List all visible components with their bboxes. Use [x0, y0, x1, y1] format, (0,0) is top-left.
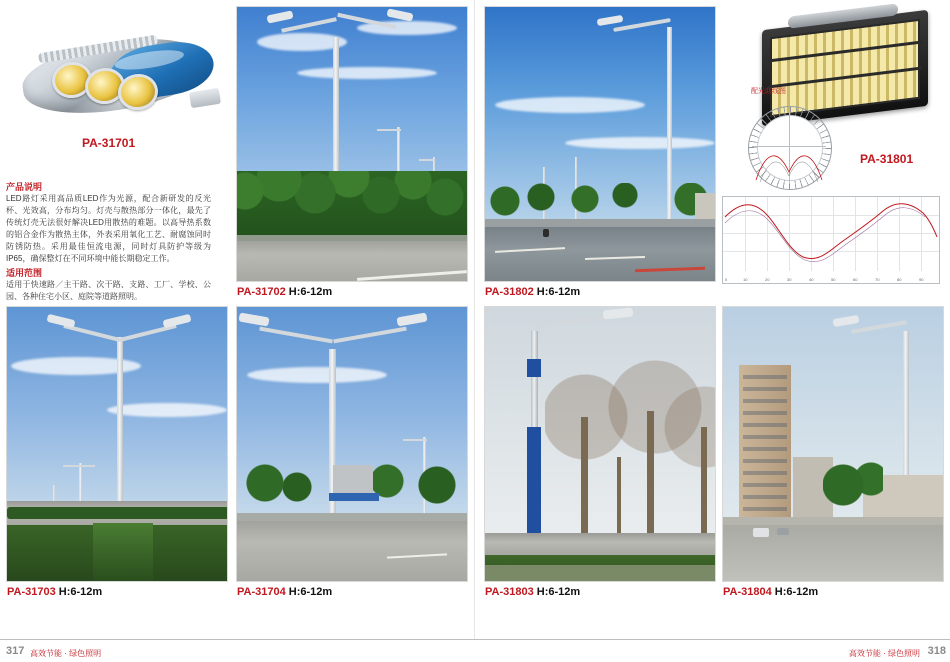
caption-pa31703: [7, 586, 102, 598]
photo-height: H:6-12m: [288, 586, 333, 598]
motorcyclist: [543, 229, 549, 237]
x-tick: 90: [919, 277, 924, 282]
caption-pa31702: [237, 286, 332, 298]
photometric-curve-chart: [722, 196, 940, 284]
caption-pa31803: [485, 586, 580, 598]
cloud: [297, 67, 437, 79]
grass-foreground: [485, 565, 716, 581]
product-code-pa31701: PA-31701: [82, 136, 136, 150]
photo-code: PA-31702: [237, 286, 286, 298]
roadway: [237, 515, 467, 581]
description-title: 产品说明: [6, 182, 43, 192]
x-tick: 70: [875, 277, 880, 282]
x-tick: 50: [831, 277, 836, 282]
parked-car: [777, 528, 789, 535]
photo-pa31703: [6, 306, 228, 582]
photo-code: PA-31703: [7, 586, 56, 598]
x-tick: 20: [765, 277, 770, 282]
description-body: LED路灯采用高品质LED作为光源，配合新研发的反光杯、光效高，分布均匀。灯壳与散热部分一体化，最先了传统灯壳无法很好解决LED用散热的难题。以高导热系数的铝合金作为散热主体，外表采用氧化工艺、耐腐蚀同时防锈防热。采用最佳恒流电源，同时灯具防护等级为IP65，确保整灯在不同环境中能长期稳定工作。: [6, 194, 211, 263]
building: [333, 465, 373, 495]
usage-title: 适用范围: [6, 268, 43, 278]
lamp-arm-distant: [63, 465, 95, 467]
x-tick: 10: [743, 277, 748, 282]
hedge-row: [7, 507, 228, 519]
cloud: [247, 367, 387, 383]
photo-pa31702: [236, 6, 468, 282]
polar-diagram: [730, 100, 850, 192]
parked-car: [753, 528, 769, 537]
cloud: [565, 137, 715, 149]
cloud: [495, 97, 645, 113]
x-tick: 0: [725, 277, 728, 282]
photo-code: PA-31804: [723, 586, 772, 598]
photo-height: H:6-12m: [536, 286, 581, 298]
caption-pa31804: [723, 586, 818, 598]
x-tick: 60: [853, 277, 858, 282]
lamp-arm-distant: [377, 129, 401, 131]
photo-code: PA-31802: [485, 286, 534, 298]
page-spine: [474, 0, 475, 640]
grass-strip: [93, 523, 153, 581]
sidewalk: [723, 517, 944, 525]
pole-banner: [527, 427, 541, 547]
footer-slogan-left: 高效节能 · 绿色照明: [30, 649, 102, 658]
x-tick: 30: [787, 277, 792, 282]
product-code-pa31801: PA-31801: [860, 152, 914, 166]
road-edge: [237, 235, 468, 241]
photo-pa31803: [484, 306, 716, 582]
photo-height: H:6-12m: [774, 586, 819, 598]
polar-diagram-title: 配光曲线图: [751, 88, 786, 95]
curve-line: [723, 197, 939, 271]
high-rise-building: [739, 365, 791, 535]
product-render-pa31701: [14, 18, 219, 133]
photo-pa31804: [722, 306, 944, 582]
signboard: [329, 493, 379, 501]
page-footer: [0, 639, 950, 662]
photo-height: H:6-12m: [288, 286, 333, 298]
x-tick: 80: [897, 277, 902, 282]
page-number-right: 318: [927, 645, 946, 657]
lamp-pole-joint: [189, 88, 221, 108]
photo-code: PA-31704: [237, 586, 286, 598]
footer-slogan-right: 高效节能 · 绿色照明: [848, 649, 920, 658]
polar-curve: [730, 100, 850, 192]
page-number-left: 317: [6, 645, 25, 657]
sidewalk: [485, 219, 716, 227]
cloud: [107, 403, 227, 417]
lamp-arm-distant: [403, 439, 427, 441]
photo-pa31704: [236, 306, 468, 582]
sidewalk: [237, 513, 468, 521]
caption-pa31704: [237, 586, 332, 598]
usage-body: 适用于快速路／主干路、次干路、支路、工厂、学校、公园、各种住宅小区、庭院等道路照明。: [6, 280, 211, 301]
photo-code: PA-31803: [485, 586, 534, 598]
photo-height: H:6-12m: [536, 586, 581, 598]
x-tick: 40: [809, 277, 814, 282]
tree-cluster: [823, 457, 883, 517]
caption-pa31802: [485, 286, 580, 298]
photo-pa31802: [484, 6, 716, 282]
photo-height: H:6-12m: [58, 586, 103, 598]
roadway: [485, 533, 715, 555]
pole-banner: [527, 359, 541, 377]
